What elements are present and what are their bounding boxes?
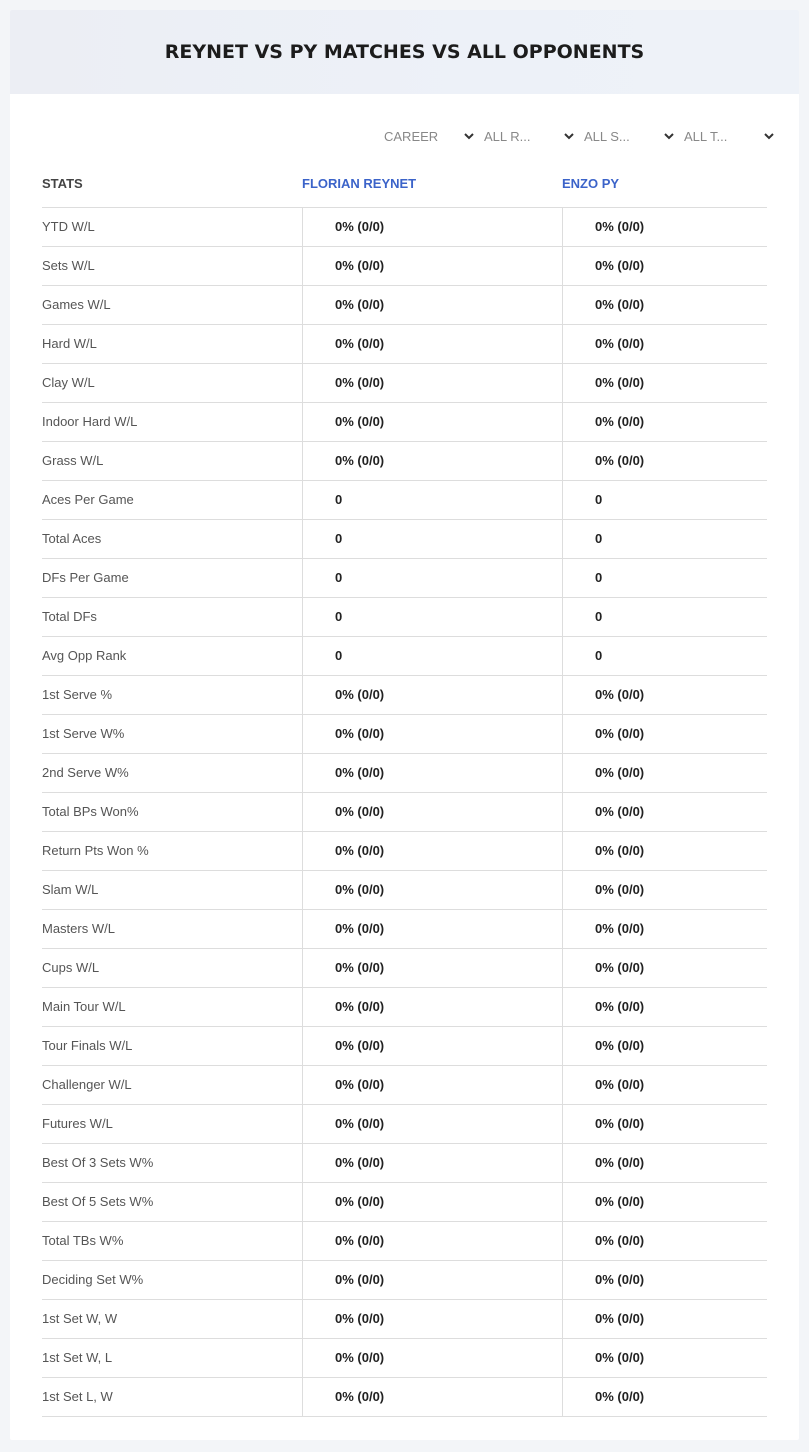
table-row [42, 1183, 767, 1222]
player-2-value: 0% (0/0) [562, 325, 767, 363]
stat-label: Futures W/L [42, 1116, 113, 1131]
player-2-value: 0 [562, 520, 767, 558]
column-header-player-1[interactable]: FLORIAN REYNET [302, 176, 417, 191]
filter-period-select[interactable] [384, 126, 484, 148]
stat-label: Best Of 5 Sets W% [42, 1194, 154, 1209]
player-1-value: 0% (0/0) [302, 1300, 562, 1338]
player-2-value: 0% (0/0) [562, 1339, 767, 1377]
player-1-value: 0 [302, 520, 562, 558]
table-row [42, 247, 767, 286]
table-row [42, 949, 767, 988]
stat-label: Sets W/L [42, 258, 95, 273]
filter-tournament-label: ALL T... [684, 129, 728, 144]
filter-round-select[interactable] [484, 126, 584, 148]
column-header-player-2[interactable]: ENZO PY [562, 176, 620, 191]
player-1-value: 0 [302, 481, 562, 519]
stat-label: Clay W/L [42, 375, 95, 390]
player-1-value: 0 [302, 559, 562, 597]
table-row [42, 1027, 767, 1066]
chevron-down-icon [664, 129, 674, 143]
table-row [42, 871, 767, 910]
table-row [42, 793, 767, 832]
stat-label: Challenger W/L [42, 1077, 132, 1092]
table-row [42, 1261, 767, 1300]
player-1-value: 0% (0/0) [302, 715, 562, 753]
player-2-value: 0% (0/0) [562, 1222, 767, 1260]
stat-label: 1st Set W, W [42, 1311, 118, 1326]
table-row [42, 637, 767, 676]
table-row [42, 1144, 767, 1183]
player-2-value: 0% (0/0) [562, 1183, 767, 1221]
player-2-value: 0 [562, 637, 767, 675]
stats-table [42, 160, 767, 1417]
player-1-value: 0% (0/0) [302, 364, 562, 402]
stat-label: 1st Set L, W [42, 1389, 113, 1404]
table-row [42, 988, 767, 1027]
filter-period-label: CAREER [384, 129, 439, 144]
player-1-value: 0% (0/0) [302, 1378, 562, 1416]
player-2-value: 0 [562, 481, 767, 519]
stat-label: 2nd Serve W% [42, 765, 129, 780]
player-2-value: 0% (0/0) [562, 286, 767, 324]
player-1-value: 0% (0/0) [302, 832, 562, 870]
table-row [42, 481, 767, 520]
table-row [42, 910, 767, 949]
table-row [42, 598, 767, 637]
player-1-value: 0% (0/0) [302, 1183, 562, 1221]
player-1-value: 0% (0/0) [302, 208, 562, 246]
player-1-value: 0% (0/0) [302, 247, 562, 285]
table-row [42, 1222, 767, 1261]
stat-label: Hard W/L [42, 336, 97, 351]
table-row [42, 208, 767, 247]
player-1-value: 0% (0/0) [302, 871, 562, 909]
player-1-value: 0% (0/0) [302, 754, 562, 792]
table-row [42, 1339, 767, 1378]
player-2-value: 0% (0/0) [562, 676, 767, 714]
player-1-value: 0% (0/0) [302, 1222, 562, 1260]
player-2-value: 0% (0/0) [562, 1105, 767, 1143]
player-1-value: 0% (0/0) [302, 1027, 562, 1065]
player-2-value: 0% (0/0) [562, 754, 767, 792]
table-row [42, 676, 767, 715]
column-header-stats: STATS [42, 176, 83, 191]
player-1-value: 0% (0/0) [302, 325, 562, 363]
table-row [42, 520, 767, 559]
player-2-value: 0% (0/0) [562, 1300, 767, 1338]
player-2-value: 0% (0/0) [562, 988, 767, 1026]
page-title: REYNET VS PY MATCHES VS ALL OPPONENTS [164, 41, 645, 63]
chevron-down-icon [464, 129, 474, 143]
stat-label: Cups W/L [42, 960, 100, 975]
table-row [42, 403, 767, 442]
player-2-value: 0% (0/0) [562, 949, 767, 987]
stat-label: Best Of 3 Sets W% [42, 1155, 154, 1170]
filter-tournament-select[interactable] [684, 126, 784, 148]
player-2-value: 0% (0/0) [562, 910, 767, 948]
table-row [42, 1066, 767, 1105]
table-row [42, 754, 767, 793]
player-1-value: 0% (0/0) [302, 1339, 562, 1377]
table-row [42, 364, 767, 403]
stat-label: Masters W/L [42, 921, 115, 936]
player-1-value: 0% (0/0) [302, 1261, 562, 1299]
stat-label: 1st Serve W% [42, 726, 125, 741]
stat-label: 1st Serve % [42, 687, 113, 702]
card-header [10, 10, 799, 94]
table-row [42, 1105, 767, 1144]
table-row [42, 832, 767, 871]
player-2-value: 0% (0/0) [562, 442, 767, 480]
stats-card [10, 10, 799, 1440]
stat-label: Indoor Hard W/L [42, 414, 138, 429]
player-1-value: 0% (0/0) [302, 403, 562, 441]
player-1-value: 0% (0/0) [302, 286, 562, 324]
player-2-value: 0% (0/0) [562, 1378, 767, 1416]
player-1-value: 0 [302, 637, 562, 675]
filter-round-label: ALL R... [484, 129, 531, 144]
table-row [42, 286, 767, 325]
stat-label: Total BPs Won% [42, 804, 139, 819]
player-2-value: 0 [562, 598, 767, 636]
stat-label: Total TBs W% [42, 1233, 124, 1248]
stat-label: Tour Finals W/L [42, 1038, 133, 1053]
stat-label: Aces Per Game [42, 492, 134, 507]
player-1-value: 0% (0/0) [302, 949, 562, 987]
table-row [42, 1378, 767, 1417]
table-body [42, 208, 767, 1417]
filter-surface-select[interactable] [584, 126, 684, 148]
filter-bar [384, 126, 784, 148]
stat-label: Slam W/L [42, 882, 99, 897]
stat-label: Grass W/L [42, 453, 104, 468]
player-2-value: 0% (0/0) [562, 364, 767, 402]
player-2-value: 0% (0/0) [562, 247, 767, 285]
stat-label: Deciding Set W% [42, 1272, 144, 1287]
player-1-value: 0% (0/0) [302, 1066, 562, 1104]
player-1-value: 0% (0/0) [302, 793, 562, 831]
player-1-value: 0% (0/0) [302, 1105, 562, 1143]
stat-label: Return Pts Won % [42, 843, 149, 858]
player-2-value: 0% (0/0) [562, 1144, 767, 1182]
player-1-value: 0 [302, 598, 562, 636]
stat-label: Games W/L [42, 297, 111, 312]
table-header [42, 160, 767, 208]
player-2-value: 0% (0/0) [562, 403, 767, 441]
player-2-value: 0% (0/0) [562, 793, 767, 831]
player-2-value: 0% (0/0) [562, 832, 767, 870]
player-2-value: 0% (0/0) [562, 715, 767, 753]
table-row [42, 442, 767, 481]
player-1-value: 0% (0/0) [302, 910, 562, 948]
table-row [42, 325, 767, 364]
stat-label: YTD W/L [42, 219, 95, 234]
stat-label: Total DFs [42, 609, 97, 624]
chevron-down-icon [564, 129, 574, 143]
player-1-value: 0% (0/0) [302, 988, 562, 1026]
table-row [42, 715, 767, 754]
table-row [42, 559, 767, 598]
stat-label: 1st Set W, L [42, 1350, 113, 1365]
stat-label: Avg Opp Rank [42, 648, 127, 663]
player-2-value: 0% (0/0) [562, 1066, 767, 1104]
player-1-value: 0% (0/0) [302, 442, 562, 480]
chevron-down-icon [764, 129, 774, 143]
player-2-value: 0% (0/0) [562, 1261, 767, 1299]
table-row [42, 1300, 767, 1339]
stat-label: Main Tour W/L [42, 999, 126, 1014]
player-2-value: 0% (0/0) [562, 871, 767, 909]
stat-label: DFs Per Game [42, 570, 129, 585]
player-1-value: 0% (0/0) [302, 1144, 562, 1182]
player-2-value: 0% (0/0) [562, 208, 767, 246]
stat-label: Total Aces [42, 531, 102, 546]
filter-surface-label: ALL S... [584, 129, 630, 144]
player-2-value: 0 [562, 559, 767, 597]
player-2-value: 0% (0/0) [562, 1027, 767, 1065]
player-1-value: 0% (0/0) [302, 676, 562, 714]
